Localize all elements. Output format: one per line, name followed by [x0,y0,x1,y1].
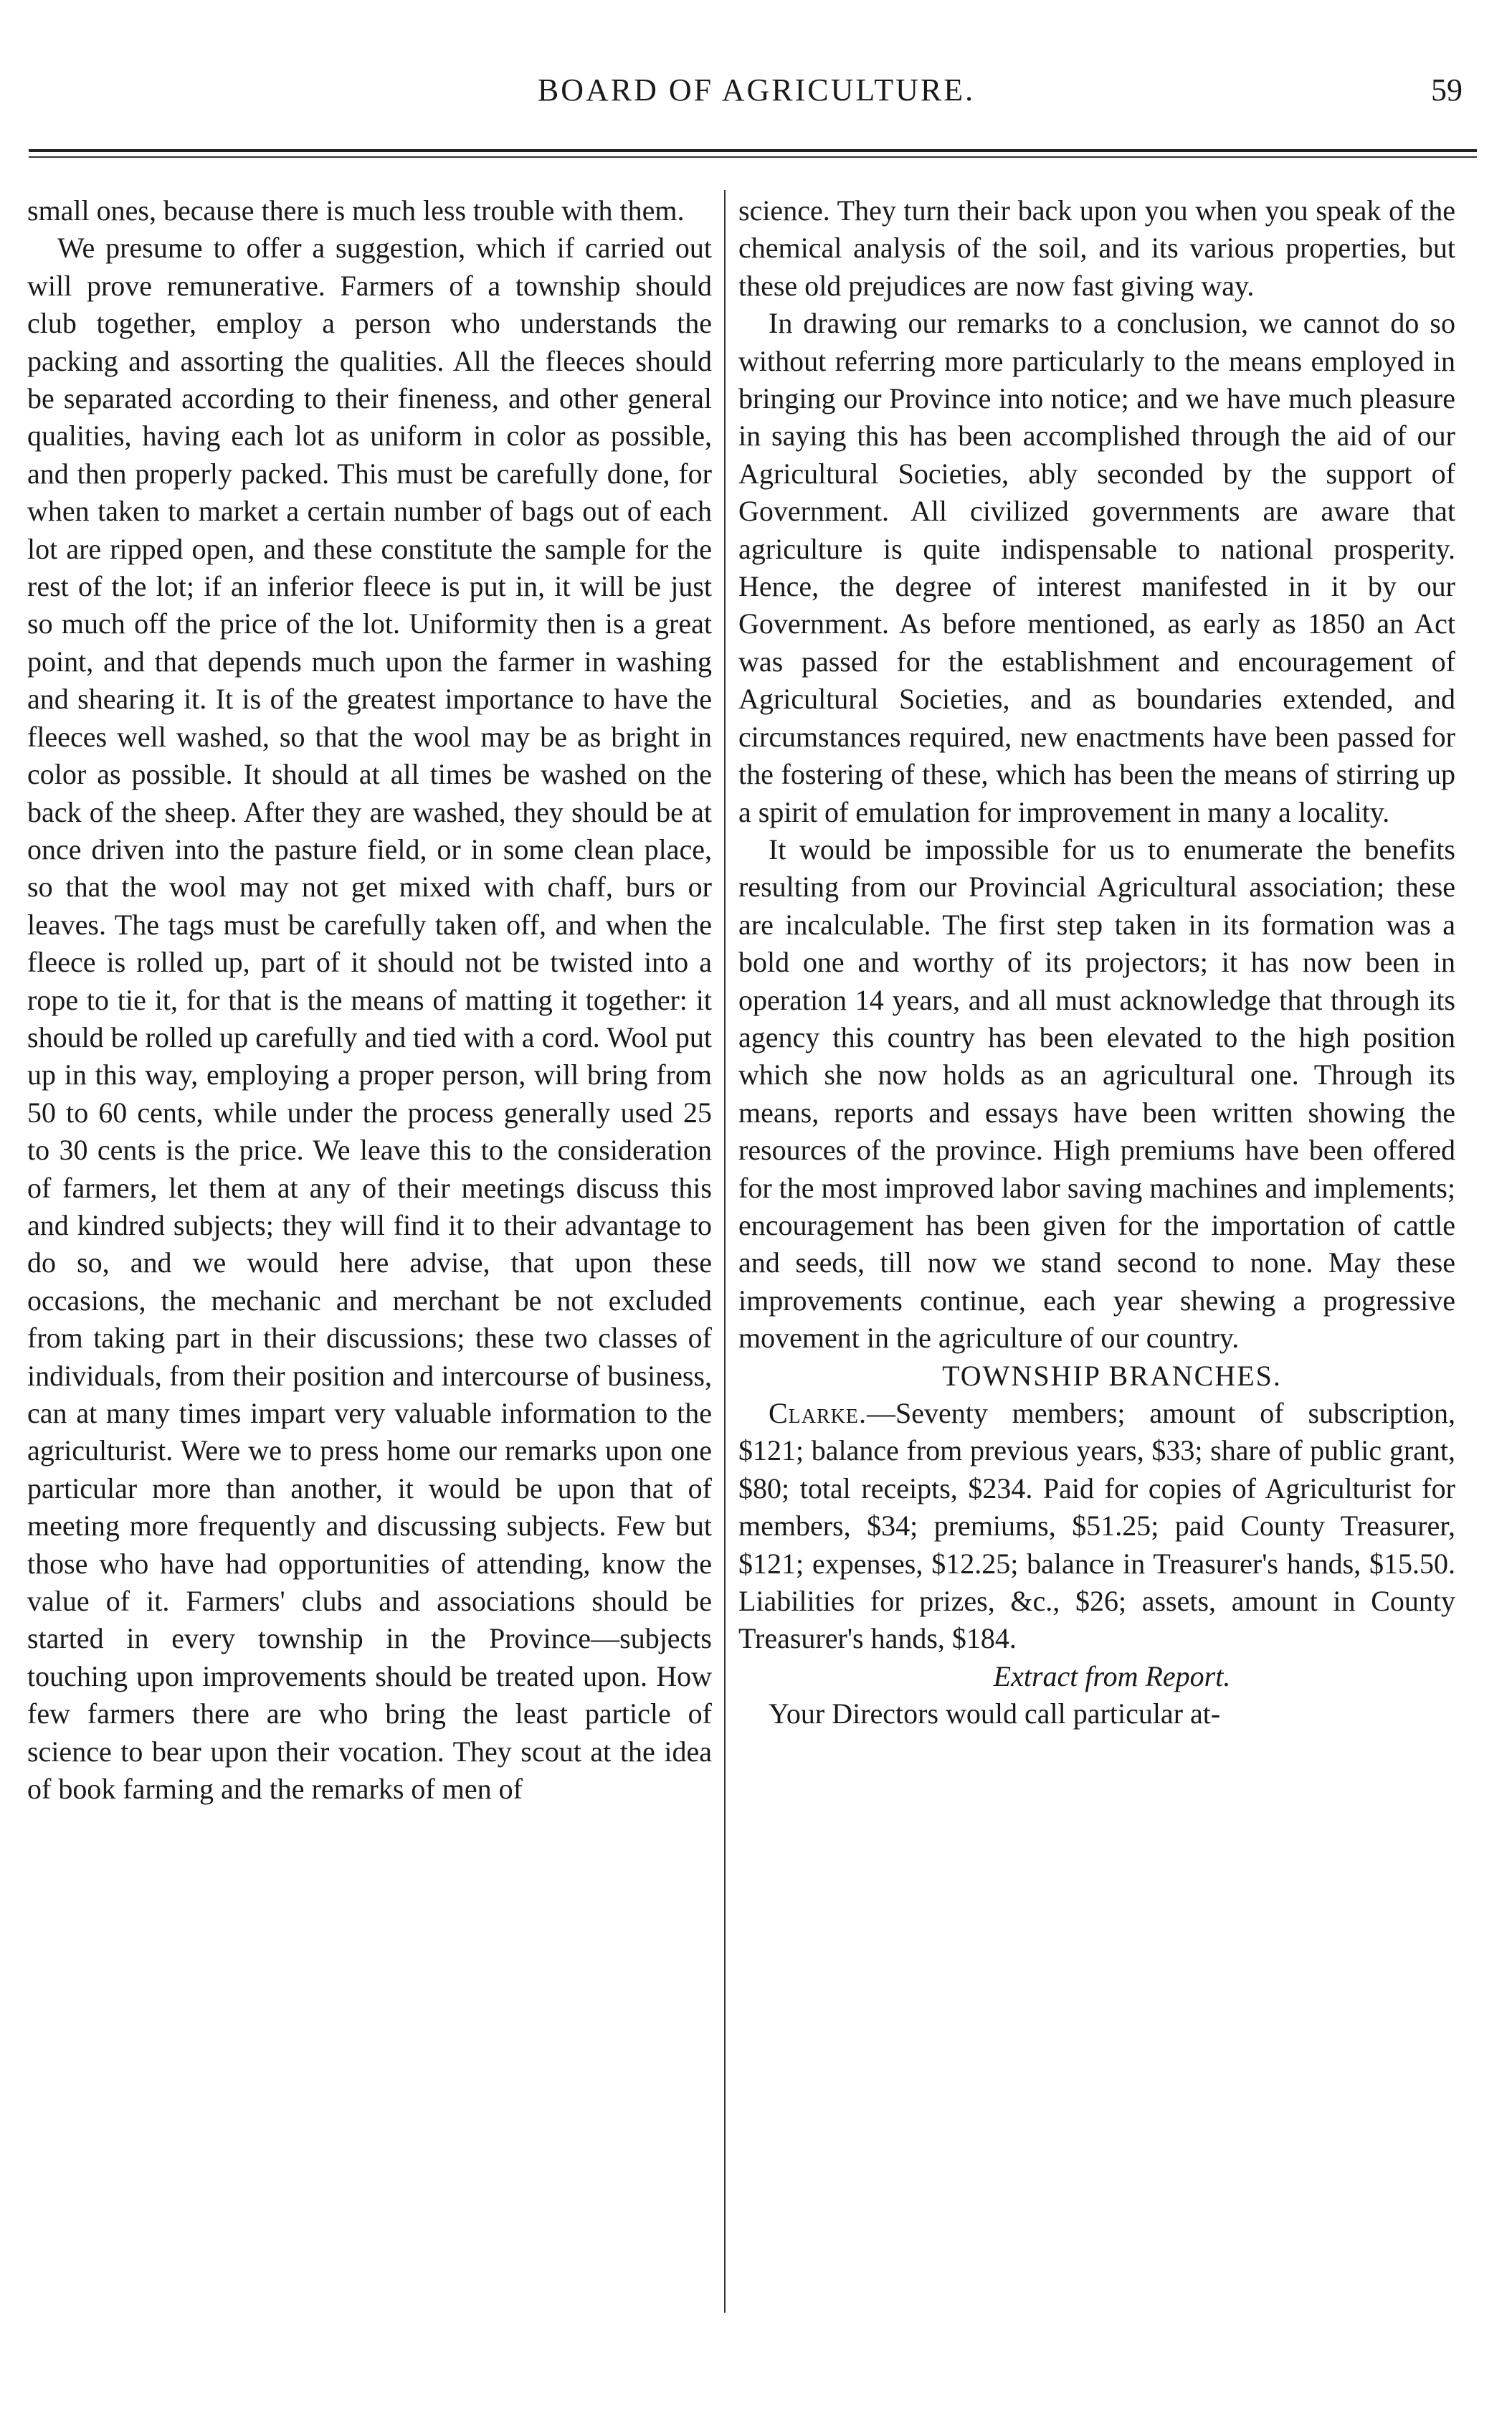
right-column [738,192,1455,1733]
header-rule-thin [29,156,1477,158]
running-title: BOARD OF AGRICULTURE. [537,72,976,108]
left-column [27,192,712,1808]
page-number: 59 [1431,72,1463,108]
right-paragraph-2: In drawing our remarks to a conclusion, we cannot do so without referring more particularly to the means employed in bringing our Province into notice; and we have much pleasure in saying this has been accomplished through the aid of our Agricultural Societies, ably seconded by the support of Government. All civilized governments are aware that agriculture is quite indispensable to national prosperity. Hence, the degree of interest manifested in it by our Government. As before mentioned, as early as 1850 an Act was passed for the establishment and encouragement of Agricultural Societies, and as boundaries extended, and circumstances required, new enactments have been passed for the fostering of these, which has been the means of stirring up a spirit of emulation for improvement in many a locality. [738,307,1455,828]
left-paragraph-2: We presume to offer a suggestion, which if carried out will prove remunerative. Farmers of a township should club together, employ a person who understands the packing and assorting the qualities. All the fleeces should be separated according to their fineness, and other general qualities, having each lot as uniform in color as possible, and then properly packed. This must be carefully done, for when taken to market a certain number of bags out of each lot are ripped open, and these constitute the sample for the rest of the lot; if an inferior fleece is put in, it will be just so much off the price of the lot. Uniformity then is a great point, and that depends much upon the farmer in washing and shearing it. It is of the greatest importance to have the fleeces well washed, so that the wool may be as bright in color as possible. It should at all times be washed on the back of the sheep. After they are washed, they should be at once driven into the pasture field, or in some clean place, so that the wool may not get mixed with chaff, burs or leaves. The tags must be carefully taken off, and when the fleece is rolled up, part of it should not be twisted into a rope to tie it, for that is the means of matting it together: it should be rolled up carefully and tied with a cord. Wool put up in this way, employing a proper person, will bring from 50 to 60 cents, while under the process generally used 25 to 30 cents is the price. We leave this to the consideration of farmers, let them at any of their meetings discuss this and kindred subjects; they will find it to their advantage to do so, and we would here advise, that upon these occasions, the mechanic and merchant be not excluded from taking part in their discussions; these two classes of individuals, from their position and intercourse of business, can at many times impart very valuable information to the agriculturist. Were we to press home our remarks upon one particular more than another, it would be upon that of meeting more frequently and discussing subjects. Few but those who have had opportunities of attending, know the value of it. Farmers' clubs and associations should be started in every township in the Province—subjects touching upon improvements should be treated upon. How few farmers there are who bring the least particle of science to bear upon their vocation. They scout at the idea of book farming and the remarks of men of [27,232,712,1806]
closing-paragraph: Your Directors would call particular at- [769,1697,1221,1730]
right-paragraph-3: It would be impossible for us to enumerate the benefits resulting from our Provincial Agricultural association; these are incalculable. The first step taken in its formation was a bold one and worthy of its projectors; it has now been in operation 14 years, and all must acknowledge that through its agency this country has been elevated to the high position which she now holds as an agricultural one. Through its means, reports and essays have been written showing the resources of the province. High premiums have been offered for the most improved labor saving machines and implements; encouragement has been given for the importation of cattle and seeds, till now we stand second to none. May these improvements continue, each year shewing a progressive movement in the agriculture of our country. [738,833,1455,1355]
clarke-paragraph [738,1395,1455,1658]
column-divider [724,190,726,2313]
clarke-text: —Seventy members; amount of subscription, $121; balance from previous years, $33; share of public grant, $80; total receipts, $234. Paid for copies of Agriculturist for members, $34; premiums, $51.25; paid County Treasurer, $121; expenses, $12.25; balance in Treasurer's hands, $15.50. Liabilities for prizes, &c., $26; assets, amount in County Treasurer's hands, $184. [738,1397,1455,1655]
section-heading-township-branches: TOWNSHIP BRANCHES. [942,1359,1282,1392]
running-head [43,72,1470,122]
extract-heading: Extract from Report. [993,1659,1231,1692]
clarke-label: Clarke. [769,1397,867,1429]
header-rule [29,149,1477,152]
right-paragraph-1: science. They turn their back upon you when you speak of the chemical analysis of the soil, and its various properties, but these old prejudices are now fast giving way. [738,194,1455,302]
left-paragraph-1: small ones, because there is much less trouble with them. [27,194,685,227]
